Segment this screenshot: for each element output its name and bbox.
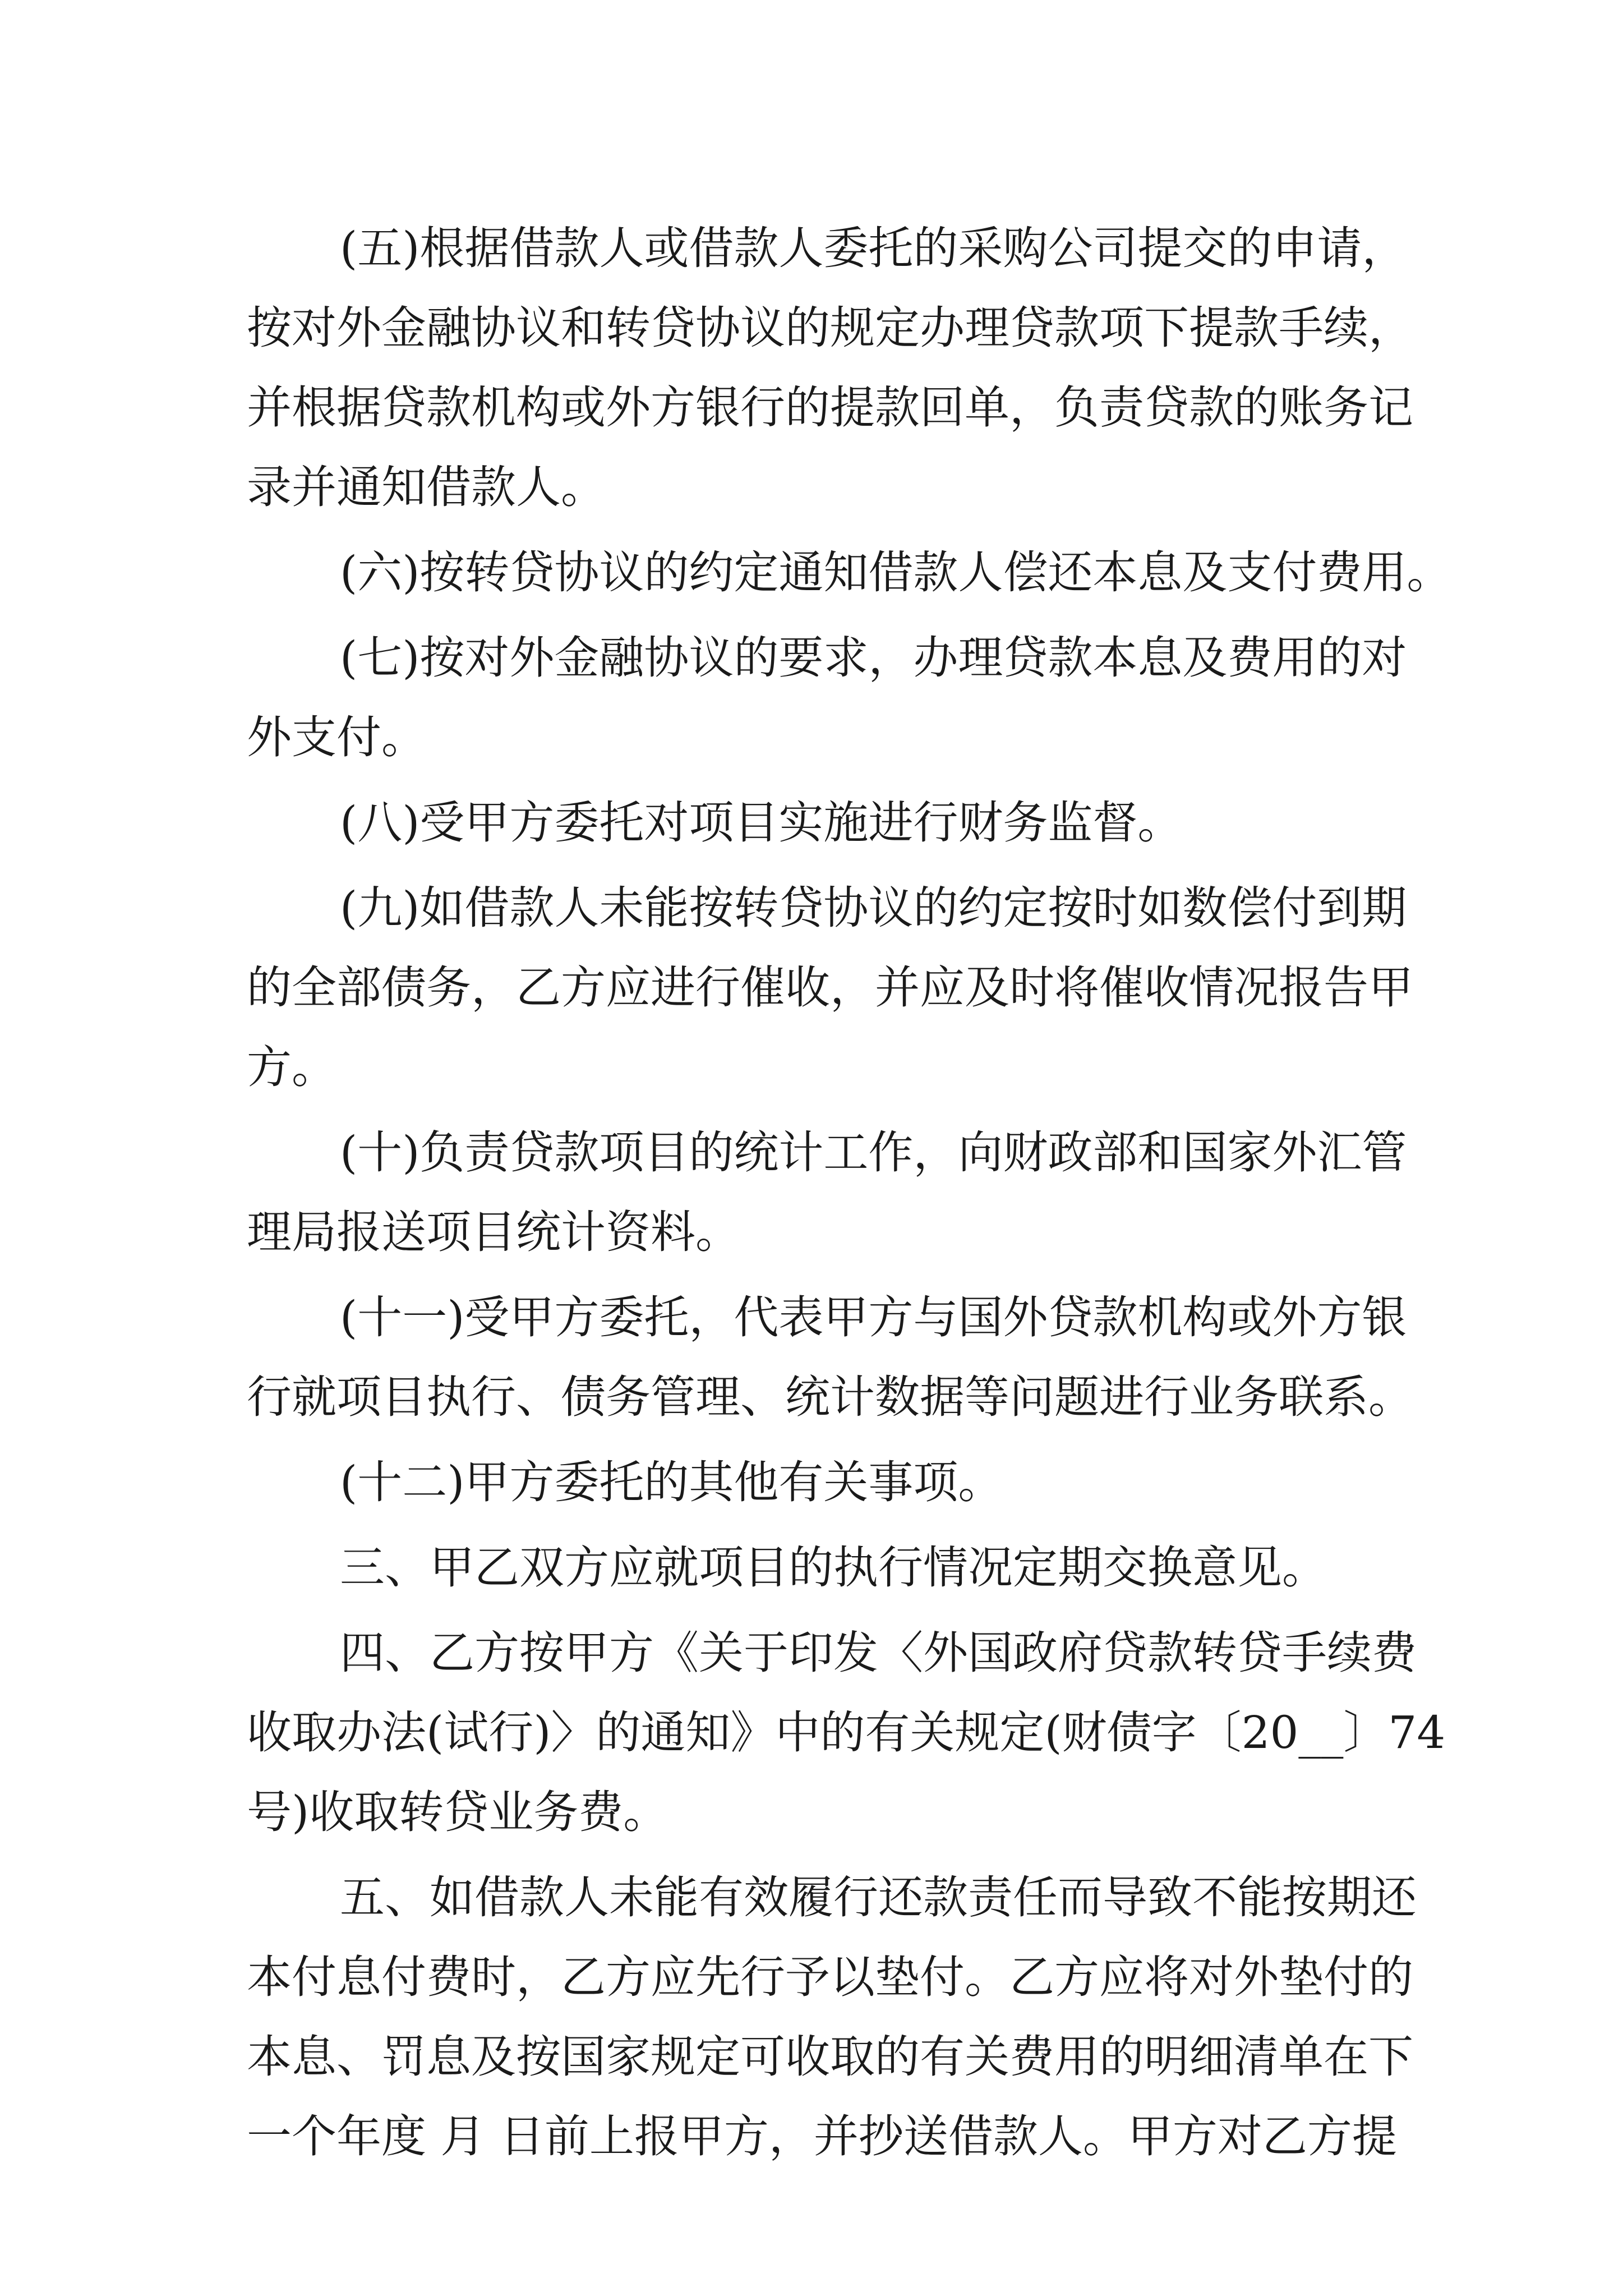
paragraph-10	[247, 1113, 1407, 1272]
section-five	[247, 1858, 1417, 2177]
text-line: (十一)受甲方委托，代表甲方与国外贷款机构或外方银	[340, 1291, 1407, 1343]
text-line: 外支付。	[247, 711, 426, 763]
text-line: 四、乙方按甲方《关于印发〈外国政府贷款转贷手续费	[340, 1627, 1417, 1679]
text-line: 本息、罚息及按国家规定可收取的有关费用的明细清单在下	[247, 2031, 1413, 2083]
text-line: 理局报送项目统计资料。	[247, 1206, 740, 1258]
document-body	[247, 209, 1452, 2177]
text-line: 一个年度 月 日前上报甲方，并抄送借款人。甲方对乙方提	[247, 2110, 1397, 2162]
paragraph-7	[247, 618, 1407, 777]
paragraph-9	[247, 868, 1413, 1107]
text-line: 方。	[247, 1041, 336, 1093]
text-line: 五、如借款人未能有效履行还款责任而导致不能按期还	[340, 1871, 1417, 1924]
paragraph-5	[247, 209, 1413, 527]
paragraph-8	[247, 783, 1385, 863]
text-line: 行就项目执行、债务管理、统计数据等问题进行业务联系。	[247, 1371, 1413, 1423]
text-line: 录并通知借款人。	[247, 461, 606, 513]
text-line: (七)按对外金融协议的要求，办理贷款本息及费用的对	[340, 632, 1407, 684]
text-line: 按对外金融协议和转贷协议的规定办理贷款项下提款手续，	[247, 302, 1413, 354]
text-line: (八)受甲方委托对项目实施进行财务监督。	[340, 797, 1183, 849]
text-line: (五)根据借款人或借款人委托的采购公司提交的申请，	[340, 222, 1407, 274]
text-line: (十二)甲方委托的其他有关事项。	[340, 1456, 1003, 1508]
section-four	[247, 1613, 1446, 1852]
paragraph-12	[247, 1443, 1385, 1522]
text-line: 号)收取转贷业务费。	[247, 1786, 668, 1838]
text-line: 并根据贷款机构或外方银行的提款回单，负责贷款的账务记	[247, 381, 1413, 434]
section-three	[247, 1528, 1385, 1608]
text-line: 收取办法(试行)〉的通知》中的有关规定(财债字〔20__〕74	[247, 1706, 1446, 1759]
text-line: (九)如借款人未能按转贷协议的约定按时如数偿付到期	[340, 882, 1407, 934]
text-line: 的全部债务，乙方应进行催收，并应及时将催收情况报告甲	[247, 961, 1413, 1014]
paragraph-6	[247, 533, 1452, 613]
text-line: (六)按转贷协议的约定通知借款人偿还本息及支付费用。	[340, 546, 1452, 599]
text-line: (十)负责贷款项目的统计工作，向财政部和国家外汇管	[340, 1126, 1407, 1179]
text-line: 三、甲乙双方应就项目的执行情况定期交换意见。	[340, 1542, 1327, 1594]
paragraph-11	[247, 1278, 1413, 1437]
text-line: 本付息付费时，乙方应先行予以垫付。乙方应将对外垫付的	[247, 1951, 1413, 2003]
